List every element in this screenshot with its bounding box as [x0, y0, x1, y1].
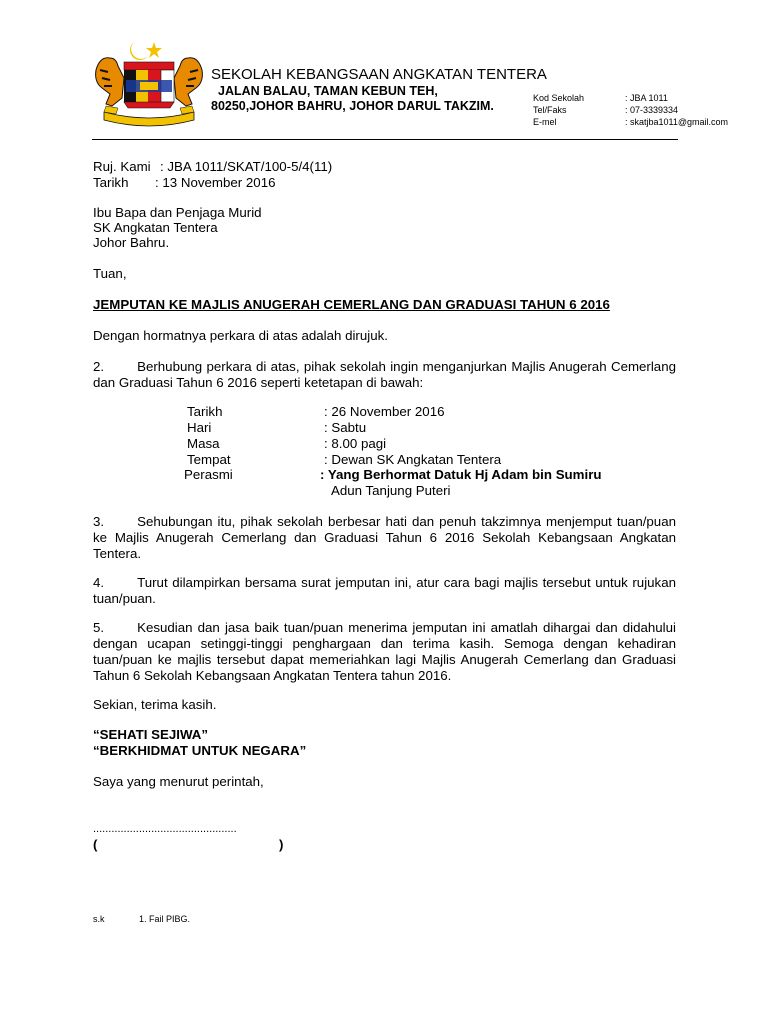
address-line-2: 80250,JOHOR BAHRU, JOHOR DARUL TAKZIM. [211, 99, 494, 113]
paragraph-3-number: 3. [93, 514, 105, 529]
school-name: SEKOLAH KEBANGSAAN ANGKATAN TENTERA [211, 66, 547, 83]
detail-value-tempat: : Dewan SK Angkatan Tentera [324, 452, 502, 467]
tarikh-value: : 13 November 2016 [155, 175, 276, 190]
paragraph-3-text: Sehubungan itu, pihak sekolah berbesar hati dan penuh takzimnya menjemput tuan/puan ke Majlis Anugerah Cemerlang dan Graduasi Tahun 6 2016 Sekolah Kebangsaan Angkatan Tentera. [93, 514, 676, 561]
opening-line: Dengan hormatnya perkara di atas adalah dirujuk. [93, 328, 388, 343]
paragraph-2 [93, 359, 676, 391]
subject-heading: JEMPUTAN KE MAJLIS ANUGERAH CEMERLANG DAN GRADUASI TAHUN 6 2016 [93, 297, 610, 312]
detail-label-tarikh: Tarikh [187, 404, 223, 419]
recipient-line-2: SK Angkatan Tentera [93, 220, 218, 235]
signature-dotted-line: ............................................... [93, 823, 237, 835]
salutation: Tuan, [93, 266, 127, 281]
detail-value-hari: : Sabtu [324, 420, 367, 435]
letterhead-divider [92, 139, 678, 140]
detail-label-hari: Hari [187, 420, 212, 435]
paragraph-2-number: 2. [93, 359, 105, 374]
paragraph-4 [93, 575, 676, 607]
recipient-line-3: Johor Bahru. [93, 235, 170, 250]
paragraph-5-number: 5. [93, 620, 105, 635]
malaysia-coat-of-arms-logo [90, 40, 208, 130]
signature-close-paren: ) [279, 837, 284, 852]
detail-label-masa: Masa [187, 436, 220, 451]
detail-label-tempat: Tempat [187, 452, 231, 467]
motto-sehati-sejiwa: “SEHATI SEJIWA” [93, 727, 209, 742]
contact-value-kod: : JBA 1011 [625, 93, 668, 103]
cc-item: 1. Fail PIBG. [139, 914, 191, 924]
cc-label: s.k [93, 914, 105, 924]
detail-value-tarikh: : 26 November 2016 [324, 404, 445, 419]
signature-open-paren: ( [93, 837, 98, 852]
contact-label-email: E-mel [533, 117, 557, 127]
closing-line: Sekian, terima kasih. [93, 697, 217, 712]
ruj-value: : JBA 1011/SKAT/100-5/4(11) [160, 159, 333, 174]
ruj-label: Ruj. Kami [93, 159, 151, 174]
contact-value-telfaks: : 07-3339334 [625, 105, 679, 115]
paragraph-2-text: Berhubung perkara di atas, pihak sekolah ingin menganjurkan Majlis Anugerah Cemerlang dan Graduasi Tahun 6 2016 seperti ketetapan di bawah: [93, 359, 676, 390]
sign-off-line: Saya yang menurut perintah, [93, 774, 264, 789]
detail-value-masa: : 8.00 pagi [324, 436, 387, 451]
motto-berkhidmat: “BERKHIDMAT UNTUK NEGARA” [93, 743, 307, 758]
perasmi-title: Adun Tanjung Puteri [331, 483, 451, 498]
paragraph-4-text: Turut dilampirkan bersama surat jemputan ini, atur cara bagi majlis tersebut untuk rujukan tuan/puan. [93, 575, 676, 606]
paragraph-5 [93, 620, 676, 684]
contact-value-email: : skatjba1011@gmail.com [625, 117, 729, 127]
contact-label-telfaks: Tel/Faks [533, 105, 567, 115]
paragraph-3 [93, 514, 676, 562]
paragraph-5-text: Kesudian dan jasa baik tuan/puan menerima jemputan ini amatlah dihargai dan didahului dengan ucapan setinggi-tinggi penghargaan dan terima kasih. Semoga dengan kehadiran tuan/puan ke majlis tersebut dapat memeriahkan lagi Majlis Anugerah Cemerlang dan Graduasi Tahun 6 Sekolah Kebangsaan Angkatan Tentera tahun 2016. [93, 620, 676, 683]
detail-label-perasmi: Perasmi [184, 467, 233, 482]
contact-label-kod: Kod Sekolah [533, 93, 585, 103]
paragraph-4-number: 4. [93, 575, 105, 590]
address-line-1: JALAN BALAU, TAMAN KEBUN TEH, [218, 84, 438, 98]
recipient-line-1: Ibu Bapa dan Penjaga Murid [93, 205, 262, 220]
detail-value-perasmi: : Yang Berhormat Datuk Hj Adam bin Sumiru [320, 467, 602, 482]
tarikh-label: Tarikh [93, 175, 129, 190]
